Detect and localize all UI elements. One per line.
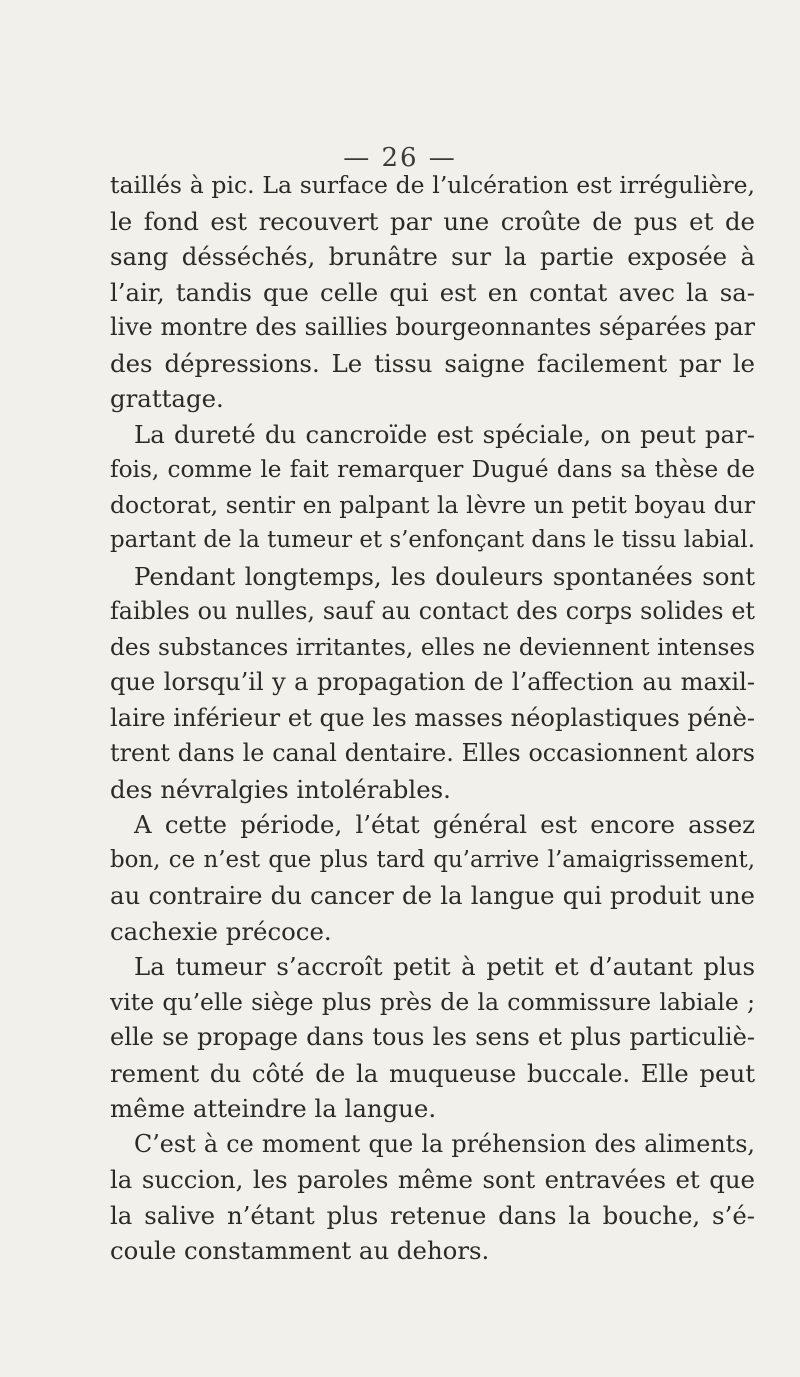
text-line: des névralgies intolérables. [110, 774, 451, 804]
text-line: que lorsqu’il y a propagation de l’affection au maxil- [110, 668, 755, 696]
body-text [110, 168, 755, 1269]
text-line: faibles ou nulles, sauf au contact des corps solides et [110, 597, 755, 625]
text-line: des substances irritantes, elles ne deviennent intenses [110, 633, 755, 661]
text-line: elle se propage dans tous les sens et plus particuliè- [110, 1023, 755, 1051]
text-line: même atteindre la langue. [110, 1094, 437, 1123]
text-line: La tumeur s’accroît petit à petit et d’autant plus [134, 952, 755, 981]
text-line: taillés à pic. La surface de l’ulcération est irrégulière, [110, 171, 755, 199]
text-line: partant de la tumeur et s’enfonçant dans le tissu labial. [110, 527, 755, 553]
text-line: grattage. [110, 384, 224, 413]
text-line: bon, ce n’est que plus tard qu’arrive l’amaigrissement, [110, 846, 755, 873]
text-line: C’est à ce moment que la préhension des aliments, [134, 1129, 755, 1158]
text-line: trent dans le canal dentaire. Elles occasionnent alors [110, 739, 755, 767]
text-line: la succion, les paroles même sont entravées et que [110, 1165, 755, 1194]
page-number: — 26 — [343, 143, 457, 173]
text-line: la salive n’étant plus retenue dans la bouche, s’é- [110, 1200, 755, 1230]
text-line: doctorat, sentir en palpant la lèvre un petit boyau dur [110, 490, 755, 519]
text-line: sang désséchés, brunâtre sur la partie exposée à [110, 242, 755, 271]
text-line: laire inférieur et que les masses néoplastiques pénè- [110, 703, 755, 732]
text-line: cachexie précoce. [110, 916, 332, 946]
text-line: rement du côté de la muqueuse buccale. Elle peut [110, 1058, 755, 1088]
text-line: l’air, tandis que celle qui est en contat avec la sa- [110, 277, 755, 307]
text-line: fois, comme le fait remarquer Dugué dans sa thèse de [110, 456, 755, 483]
text-line: A cette période, l’état général est encore assez [134, 810, 755, 839]
text-line: au contraire du cancer de la langue qui produit une [110, 881, 755, 910]
text-line: Pendant longtemps, les douleurs spontanées sont [134, 561, 755, 591]
text-line: live montre des saillies bourgeonnantes séparées par [110, 313, 755, 341]
text-line: des dépressions. Le tissu saigne facilement par le [110, 348, 755, 378]
text-line: coule constamment au dehors. [110, 1236, 490, 1265]
text-line: le fond est recouvert par une croûte de pus et de [110, 206, 755, 236]
text-line: vite qu’elle siège plus près de la commissure labiale ; [110, 987, 755, 1016]
text-line: La dureté du cancroïde est spéciale, on peut par- [134, 419, 755, 449]
